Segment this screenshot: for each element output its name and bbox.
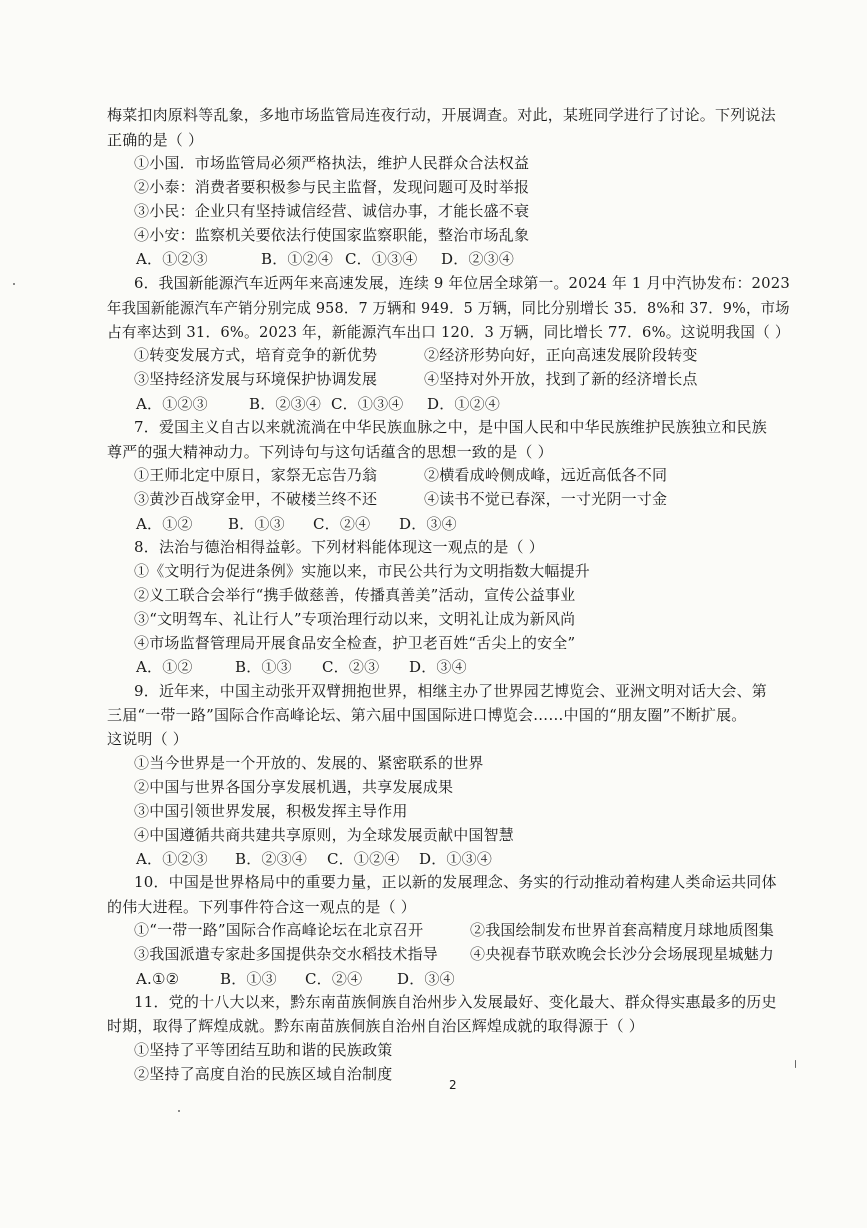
q5-stem-line1: 梅菜扣肉原料等乱象，多地市场监管局连夜行动，开展调查。对此，某班同学进行了讨论。下列说法 <box>107 106 776 124</box>
q9-statement-3: ③中国引领世界发展，积极发挥主导作用 <box>134 802 408 820</box>
q10-statement-2: ②我国绘制发布世界首套高精度月球地质图集 <box>470 921 775 939</box>
q5-option-a[interactable]: A．①②③ <box>136 250 208 268</box>
q10-stem-line2: 的伟大进程。下列事件符合这一观点的是（ ） <box>107 898 416 916</box>
q5-statement-2: ②小泰：消费者要积极参与民主监督，发现问题可及时举报 <box>134 178 530 196</box>
q7-stem-line2: 尊严的强大精神动力。下列诗句与这句话蕴含的思想一致的是（ ） <box>107 443 553 461</box>
q7-statement-4: ④读书不觉已春深，一寸光阴一寸金 <box>424 490 668 508</box>
q10-statements-row2 <box>134 944 774 964</box>
q10-statement-3: ③我国派遣专家赴多国提供杂交水稻技术指导 <box>134 945 439 963</box>
q7-statements-row2 <box>134 489 667 509</box>
q6-stem-line3: 占有率达到 31．6%。2023 年，新能源汽车出口 120．3 万辆，同比增长 77．6%。这说明我国（ ） <box>107 323 790 341</box>
q9-statement-1: ①当今世界是一个开放的、发展的、紧密联系的世界 <box>134 754 484 772</box>
q10-option-a[interactable]: A.①② <box>136 970 180 988</box>
q7-option-d[interactable]: D．③④ <box>399 515 457 533</box>
q9-options <box>136 849 492 869</box>
q6-statements-row1 <box>134 345 698 365</box>
q8-statement-2: ②义工联合会举行“携手做慈善，传播真善美”活动，宣传公益事业 <box>134 586 576 604</box>
scan-speck <box>178 1110 180 1112</box>
q11-statement-1: ①坚持了平等团结互助和谐的民族政策 <box>134 1041 393 1059</box>
q6-option-c[interactable]: C．①③④ <box>331 395 404 413</box>
q6-statement-3: ③坚持经济发展与环境保护协调发展 <box>134 370 378 388</box>
q9-option-c[interactable]: C．①②④ <box>327 850 400 868</box>
q6-stem-line1: 6．我国新能源汽车近两年来高速发展，连续 9 年位居全球第一。2024 年 1 月中汽协发布：2023 <box>134 274 791 292</box>
q10-stem-line1: 10．中国是世界格局中的重要力量，正以新的发展理念、务实的行动推动着构建人类命运共同体 <box>134 873 777 891</box>
q8-options <box>136 657 467 677</box>
q10-option-c[interactable]: C．②④ <box>305 970 363 988</box>
q6-statements-row2 <box>134 369 698 389</box>
q8-statement-4: ④市场监督管理局开展食品安全检查，护卫老百姓“舌尖上的安全” <box>134 634 576 652</box>
q7-stem-line1: 7．爱国主义自古以来就流淌在中华民族血脉之中，是中国人民和中华民族维护民族独立和民族 <box>134 418 767 436</box>
q7-statement-3: ③黄沙百战穿金甲，不破楼兰终不还 <box>134 490 378 508</box>
q9-statement-4: ④中国遵循共商共建共享原则，为全球发展贡献中国智慧 <box>134 826 515 844</box>
q5-option-d[interactable]: D．②③④ <box>441 250 515 268</box>
q7-option-b[interactable]: B．①③ <box>228 515 285 533</box>
q10-option-d[interactable]: D．③④ <box>397 970 455 988</box>
q7-options <box>136 514 457 534</box>
q7-option-a[interactable]: A．①② <box>136 515 193 533</box>
q8-statement-3: ③“文明驾车、礼让行人”专项治理行动以来，文明礼让成为新风尚 <box>134 610 576 628</box>
q10-statement-4: ④央视春节联欢晚会长沙分会场展现星城魅力 <box>470 945 775 963</box>
q6-statement-4: ④坚持对外开放，找到了新的经济增长点 <box>424 370 698 388</box>
q7-statement-1: ①王师北定中原日，家祭无忘告乃翁 <box>134 466 378 484</box>
q6-statement-2: ②经济形势向好，正向高速发展阶段转变 <box>424 346 698 364</box>
q5-option-b[interactable]: B．①②④ <box>261 250 334 268</box>
q9-option-d[interactable]: D．①③④ <box>419 850 493 868</box>
q5-statement-4: ④小安：监察机关要依法行使国家监察职能，整治市场乱象 <box>134 226 530 244</box>
page-number: 2 <box>449 1078 457 1092</box>
q10-statement-1: ①“一带一路”国际合作高峰论坛在北京召开 <box>134 921 424 939</box>
q5-option-c[interactable]: C．①③④ <box>345 250 418 268</box>
q8-option-a[interactable]: A．①② <box>136 658 193 676</box>
q6-option-d[interactable]: D．①②④ <box>427 395 501 413</box>
scan-speck <box>795 1060 796 1068</box>
q9-option-a[interactable]: A．①②③ <box>136 850 208 868</box>
q6-option-a[interactable]: A．①②③ <box>136 395 208 413</box>
q9-stem-line1: 9．近年来，中国主动张开双臂拥抱世界，相继主办了世界园艺博览会、亚洲文明对话大会、第 <box>134 682 767 700</box>
q8-option-d[interactable]: D．③④ <box>409 658 467 676</box>
q5-options <box>136 249 514 269</box>
q9-statement-2: ②中国与世界各国分享发展机遇，共享发展成果 <box>134 778 454 796</box>
q8-statement-1: ①《文明行为促进条例》实施以来，市民公共行为文明指数大幅提升 <box>134 562 591 580</box>
q6-statement-1: ①转变发展方式，培育竞争的新优势 <box>134 346 378 364</box>
q10-options <box>136 969 455 989</box>
q5-statement-3: ③小民：企业只有坚持诚信经营、诚信办事，才能长盛不衰 <box>134 202 530 220</box>
q7-statement-2: ②横看成岭侧成峰，远近高低各不同 <box>424 466 668 484</box>
q5-statement-1: ①小国．市场监管局必须严格执法，维护人民群众合法权益 <box>134 154 530 172</box>
q10-statements-row1 <box>134 920 774 940</box>
q8-option-b[interactable]: B．①③ <box>235 658 292 676</box>
q7-statements-row1 <box>134 465 667 485</box>
q6-option-b[interactable]: B．②③④ <box>249 395 322 413</box>
q11-stem-line2: 时期，取得了辉煌成就。黔东南苗族侗族自治州自治区辉煌成就的取得源于（ ） <box>107 1017 644 1035</box>
q8-stem-line1: 8．法治与德治相得益彰。下列材料能体现这一观点的是（ ） <box>134 538 544 556</box>
q9-stem-line3: 这说明（ ） <box>107 730 188 748</box>
q5-stem-line2: 正确的是（ ） <box>107 131 204 149</box>
q9-option-b[interactable]: B．②③④ <box>235 850 308 868</box>
scan-speck <box>13 283 15 285</box>
q9-stem-line2: 三届“一带一路”国际合作高峰论坛、第六届中国国际进口博览会……中国的“朋友圈”不断扩展。 <box>107 706 747 724</box>
q11-stem-line1: 11．党的十八大以来，黔东南苗族侗族自治州步入发展最好、变化最大、群众得实惠最多的历史 <box>134 993 777 1011</box>
q7-option-c[interactable]: C．②④ <box>313 515 371 533</box>
q10-option-b[interactable]: B．①③ <box>220 970 277 988</box>
q6-stem-line2: 年我国新能源汽车产销分别完成 958．7 万辆和 949．5 万辆，同比分别增长 35．8%和 37．9%，市场 <box>107 299 790 317</box>
q8-option-c[interactable]: C．②③ <box>322 658 380 676</box>
q11-statement-2: ②坚持了高度自治的民族区域自治制度 <box>134 1065 393 1083</box>
q6-options <box>136 394 500 414</box>
